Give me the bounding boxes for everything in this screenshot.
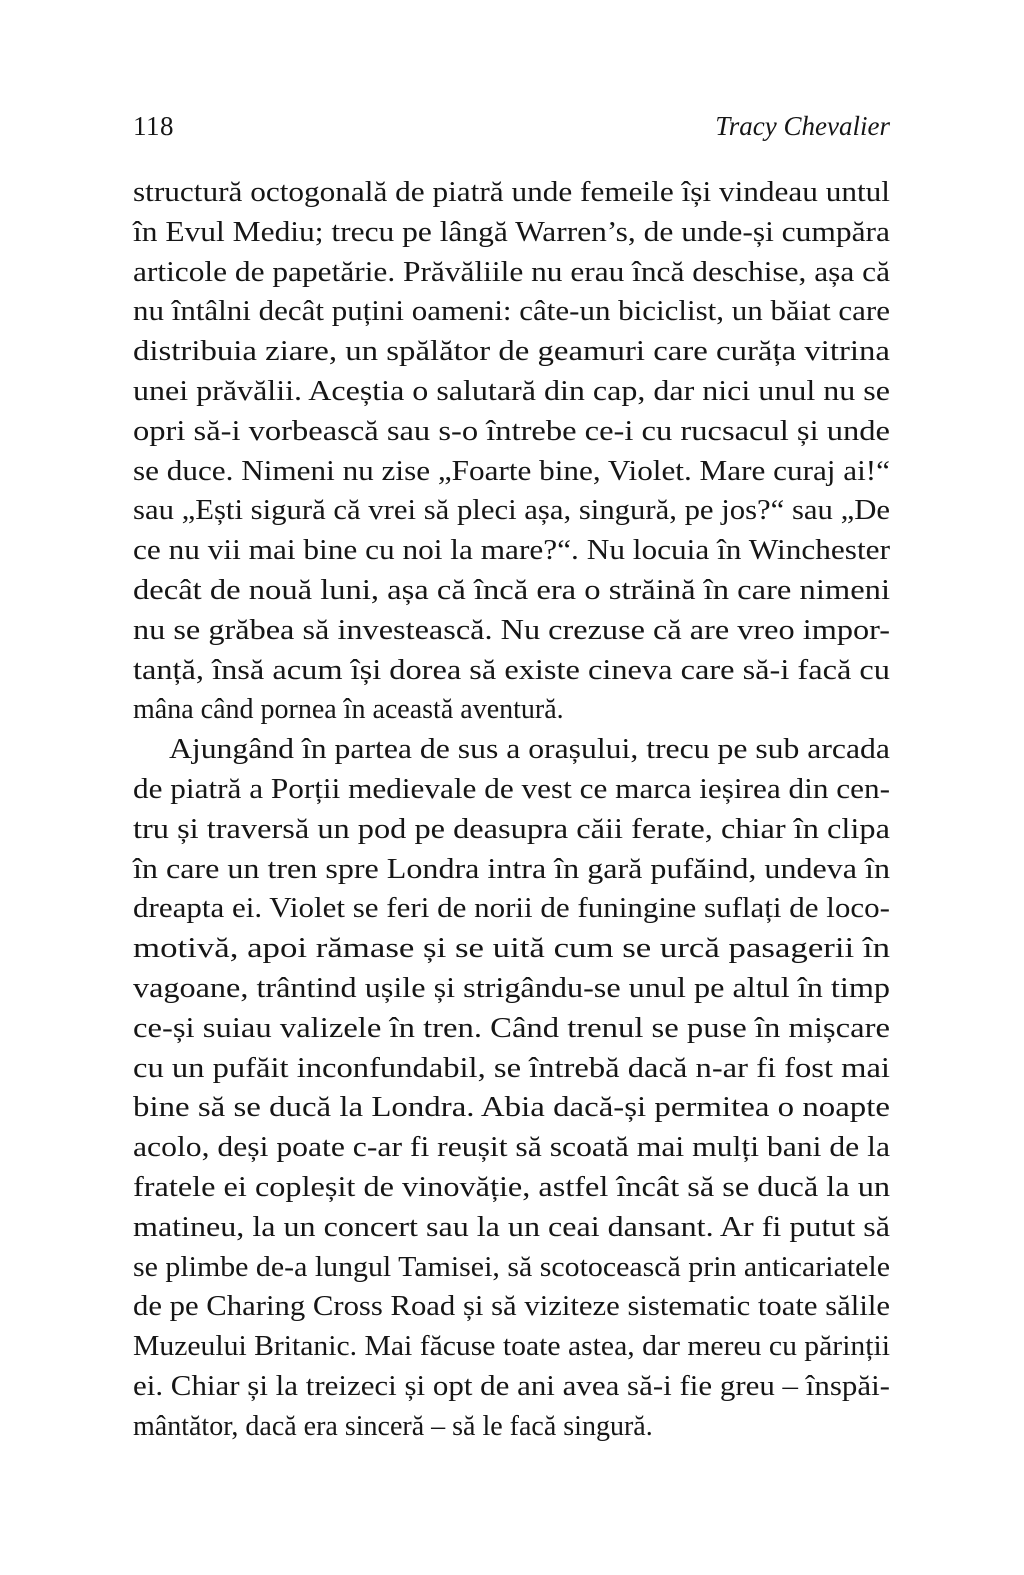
text-line-content: tanță, însă acum își dorea să existe cineva care să-i facă cu — [133, 654, 891, 686]
text-line — [133, 213, 890, 253]
page-body — [133, 173, 890, 1447]
text-line-content: unei prăvălii. Aceștia o salutară din cap, dar nici unul nu se — [133, 375, 891, 407]
text-line — [133, 1407, 890, 1447]
text-line — [133, 253, 890, 293]
text-line — [133, 651, 890, 691]
text-line — [133, 292, 890, 332]
text-line — [133, 1287, 890, 1327]
text-line-content: ce-și suiau valizele în tren. Când trenul se puse în mișcare — [133, 1012, 890, 1044]
text-line-content: se duce. Nimeni nu zise „Foarte bine, Violet. Mare curaj ai!“ — [133, 455, 890, 487]
paragraph — [133, 173, 890, 730]
text-line-content: nu întâlni decât puțini oameni: câte-un biciclist, un băiat care — [133, 296, 890, 328]
text-line — [133, 332, 890, 372]
page-number: 118 — [133, 111, 174, 141]
text-line — [133, 571, 890, 611]
text-line-content: tru și traversă un pod pe deasupra căii ferate, chiar în clipa — [133, 813, 890, 845]
text-line — [133, 1128, 890, 1168]
text-line-content: Muzeului Britanic. Mai făcuse toate astea, dar mereu cu părinții — [133, 1331, 890, 1363]
text-line — [133, 929, 890, 969]
paragraph — [133, 730, 890, 1446]
text-line — [133, 850, 890, 890]
text-line — [133, 969, 890, 1009]
text-line-content: dreapta ei. Violet se feri de norii de funingine suflați de loco- — [133, 893, 890, 925]
text-line-content: acolo, deși poate c-ar fi reușit să scoată mai mulți bani de la — [133, 1132, 890, 1164]
text-line-content: bine să se ducă la Londra. Abia dacă-și permitea o noapte — [133, 1092, 890, 1124]
text-line — [133, 690, 890, 730]
text-line-content: ce nu vii mai bine cu noi la mare?“. Nu locuia în Winchester — [133, 535, 890, 567]
text-line — [133, 1168, 890, 1208]
text-line — [133, 1088, 890, 1128]
text-line-content: de piatră a Porții medievale de vest ce marca ieșirea din cen- — [133, 773, 890, 805]
text-line — [133, 810, 890, 850]
text-line-content: vagoane, trântind ușile și strigându-se unul pe altul în timp — [133, 972, 890, 1004]
text-line-content: ei. Chiar și la treizeci și opt de ani avea să-i fie greu – înspăi- — [133, 1370, 890, 1402]
text-line-content: de pe Charing Cross Road și să viziteze sistematic toate sălile — [133, 1291, 890, 1323]
text-line — [133, 1208, 890, 1248]
text-line — [133, 412, 890, 452]
text-line-content: fratele ei copleșit de vinovăție, astfel încât să se ducă la un — [133, 1171, 890, 1203]
text-line — [133, 452, 890, 492]
text-line-content: nu se grăbea să investească. Nu crezuse că are vreo impor- — [133, 614, 890, 646]
author-name: Tracy Chevalier — [715, 111, 890, 141]
text-line — [133, 531, 890, 571]
text-line — [133, 1248, 890, 1288]
text-block — [133, 110, 890, 1447]
running-head — [133, 110, 890, 142]
text-line — [133, 491, 890, 531]
text-line-content: distribuia ziare, un spălător de geamuri care curăța vitrina — [133, 336, 890, 368]
text-line-content: sau „Ești sigură că vrei să pleci așa, singură, pe jos?“ sau „De — [133, 495, 890, 527]
text-line-content: se plimbe de-a lungul Tamisei, să scotocească prin anticariatele — [133, 1251, 890, 1283]
text-line-content: Ajungând în partea de sus a orașului, trecu pe sub arcada — [169, 734, 890, 766]
text-line — [133, 1009, 890, 1049]
text-line — [133, 372, 890, 412]
text-line-content: decât de nouă luni, așa că încă era o străină în care nimeni — [133, 574, 890, 606]
text-line-content: opri să-i vorbească sau s-o întrebe ce-i cu rucsacul și unde — [133, 415, 890, 447]
text-line — [133, 1049, 890, 1089]
text-line — [133, 730, 890, 770]
text-line-content: în care un tren spre Londra intra în gară pufăind, undeva în — [133, 853, 890, 885]
text-line-content: structură octogonală de piatră unde femeile își vindeau untul — [133, 177, 890, 208]
text-line-content: cu un pufăit inconfundabil, se întrebă dacă n-ar fi fost mai — [133, 1052, 890, 1084]
text-line-content: articole de papetărie. Prăvăliile nu erau încă deschise, așa că — [133, 256, 890, 288]
text-line — [133, 1367, 890, 1407]
text-line-content: mâna când pornea în această aventură. — [133, 694, 564, 726]
text-line-content: motivă, apoi rămase și se uită cum se urcă pasagerii în — [133, 933, 890, 965]
text-line-content: matineu, la un concert sau la un ceai dansant. Ar fi putut să — [133, 1211, 890, 1243]
text-line — [133, 1327, 890, 1367]
text-line-content: mântător, dacă era sinceră – să le facă singură. — [133, 1410, 653, 1442]
text-line — [133, 611, 890, 651]
text-line — [133, 889, 890, 929]
text-line — [133, 173, 890, 213]
text-line — [133, 770, 890, 810]
text-line-content: în Evul Mediu; trecu pe lângă Warren’s, de unde-și cumpăra — [133, 216, 890, 248]
